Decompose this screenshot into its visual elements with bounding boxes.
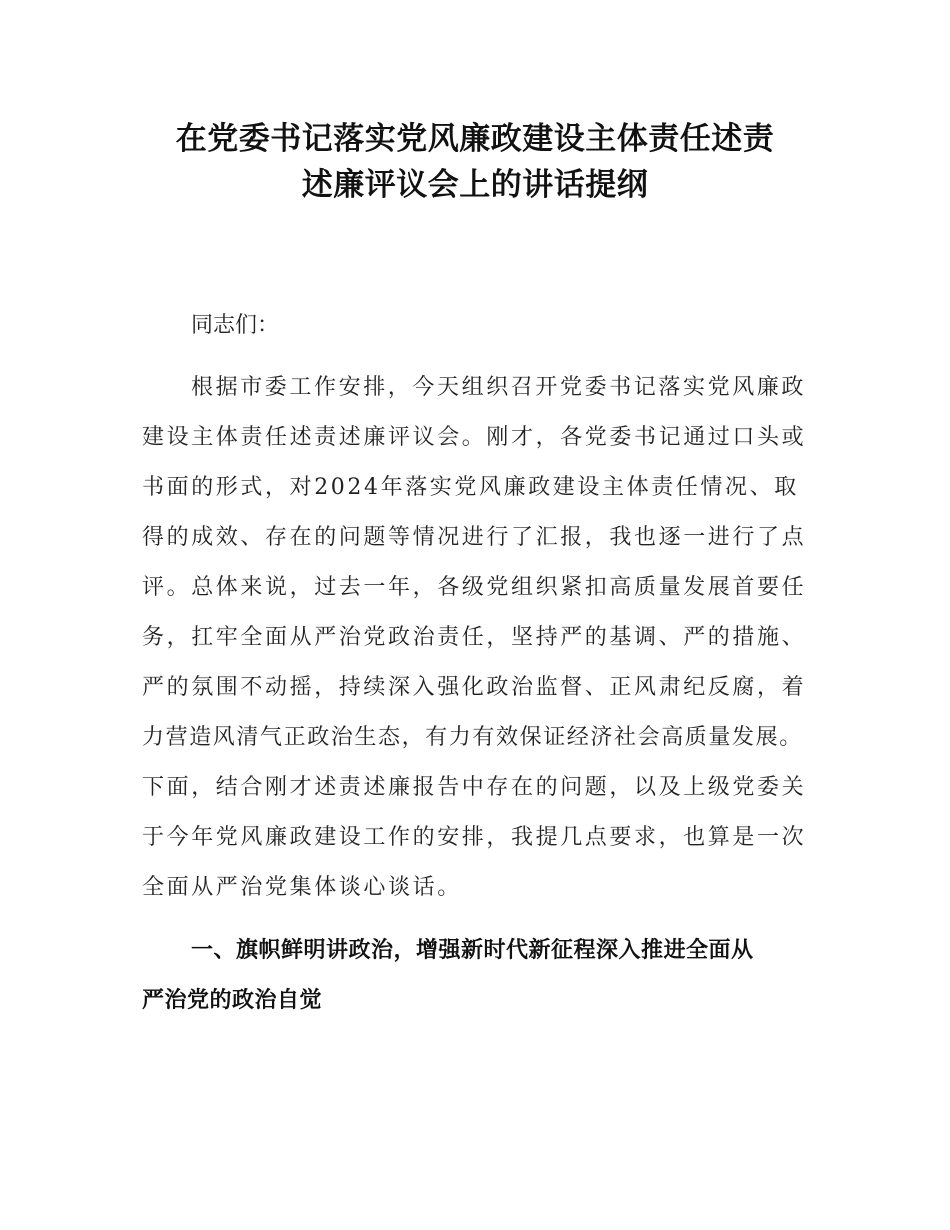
paragraph-line: 根据市委工作安排，今天组织召开党委书记落实党风廉政	[191, 375, 807, 400]
paragraph-line: 严的氛围不动摇，持续深入强化政治监督、正风肃纪反腐，着	[142, 675, 807, 700]
paragraph-line: 建设主体责任述责述廉评议会。刚才，各党委书记通过口头或	[142, 425, 807, 450]
salutation: 同志们：	[191, 313, 280, 338]
paragraph-line: 下面，结合刚才述责述廉报告中存在的问题，以及上级党委关	[142, 775, 807, 800]
paragraph-line: 得的成效、存在的问题等情况进行了汇报，我也逐一进行了点	[142, 525, 807, 550]
document-title-line-1: 在党委书记落实党风廉政建设主体责任述责	[175, 121, 775, 157]
document-title-line-2: 述廉评议会上的讲话提纲	[301, 167, 649, 203]
paragraph-line: 于今年党风廉政建设工作的安排，我提几点要求，也算是一次	[142, 825, 807, 850]
paragraph-line: 全面从严治党集体谈心谈话。	[142, 875, 462, 900]
paragraph-line: 力营造风清气正政治生态，有力有效保证经济社会高质量发展。	[142, 725, 803, 750]
paragraph-line: 务，扛牢全面从严治党政治责任，坚持严的基调、严的措施、	[142, 625, 807, 650]
section-heading-line-1: 一、旗帜鲜明讲政治，增强新时代新征程深入推进全面从	[191, 938, 754, 963]
paragraph-line: 评。总体来说，过去一年，各级党组织紧扣高质量发展首要任	[142, 575, 807, 600]
section-heading-line-2: 严治党的政治自觉	[142, 988, 323, 1013]
paragraph-line: 书面的形式，对2024年落实党风廉政建设主体责任情况、取	[142, 475, 799, 500]
